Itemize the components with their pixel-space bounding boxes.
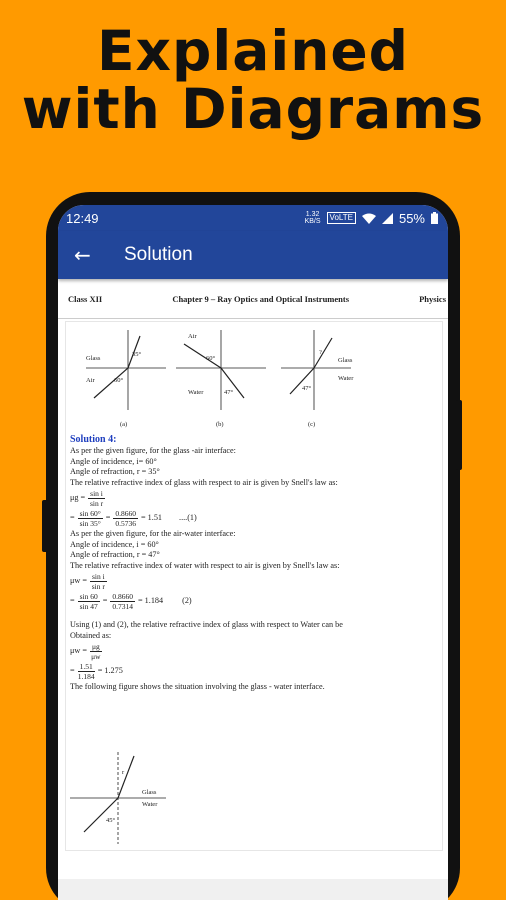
fig-d-angle-top: r <box>122 769 125 776</box>
headline <box>0 19 506 141</box>
fig-b-angle-bottom: 47° <box>224 389 234 396</box>
refraction-figures <box>76 330 436 430</box>
equation-water-value: = $\frac{\sin 60}{\sin 47}$ = $\frac{0.8660}{0.7314}$ = 1.184 (2) <box>70 592 192 611</box>
figure-b <box>176 330 266 428</box>
status-time: 12:49 <box>66 210 99 226</box>
battery-icon <box>431 212 438 224</box>
back-arrow-icon[interactable]: ← <box>74 243 91 267</box>
fig-a-angle-top: 35° <box>132 351 142 358</box>
solution-line: Angle of incidence, i= 60° <box>70 456 157 466</box>
equation-ratio-value: = $\frac{1.51}{1.184}$ = 1.275 <box>70 662 123 681</box>
phone-volume-button <box>42 500 48 552</box>
headline-line2: with Diagrams <box>21 77 485 141</box>
solution-line: Angle of refraction, r = 35° <box>70 467 160 476</box>
headline-line1: Explained <box>96 19 410 83</box>
solution-line: As per the given figure, for the air-water interface: <box>70 529 236 538</box>
network-speed: 1.32 KB/S <box>304 211 321 225</box>
solution-line: Angle of refraction, r = 47° <box>70 550 160 559</box>
fig-d-top-label: Glass <box>142 789 157 796</box>
fig-c-right-top-label: Glass <box>338 357 353 364</box>
fig-a-bottom-label: Air <box>86 377 95 384</box>
equation-glass-value: = $\frac{\sin 60^\circ}{\sin 35^\circ}$ = $\frac{0.8660}{0.5736}$ = 1.51 ....(1) <box>70 509 197 528</box>
figure-a <box>86 330 166 428</box>
fig-b-caption: (b) <box>216 421 224 428</box>
fig-d-bottom-label: Water <box>142 801 158 808</box>
solution-line: Obtained as: <box>70 630 112 640</box>
glass-water-figure <box>70 752 180 844</box>
equation-snell-glass: μg = $\frac{\text{sin i}}{\text{sin r}}$ <box>70 489 104 508</box>
fig-c-angle-bottom: 47° <box>302 385 312 392</box>
battery-percent: 55% <box>398 210 425 226</box>
fig-a-caption: (a) <box>120 421 128 428</box>
figure-c <box>281 330 354 428</box>
solution-line: Angle of incidence, i = 60° <box>70 539 159 549</box>
fig-c-right-bottom-label: Water <box>338 375 354 382</box>
solution-text <box>70 434 440 693</box>
solution-line: Using (1) and (2), the relative refractive index of glass with respect to Water can be <box>70 620 343 629</box>
solution-heading: Solution 4: <box>70 434 117 445</box>
equation-snell-water: μw = $\frac{\text{sin i}}{\text{sin r}}$ <box>70 572 105 591</box>
solution-line: The relative refractive index of glass with respect to air is given by Snell's law as: <box>70 477 338 487</box>
bottom-bar <box>58 879 448 900</box>
phone-power-button <box>456 400 462 470</box>
fig-a-top-label: Glass <box>86 355 101 362</box>
solution-line: As per the given figure, for the glass -air interface: <box>70 446 236 455</box>
solution-line: The relative refractive index of water with respect to air is given by Snell's law as: <box>70 560 340 570</box>
phone-screen <box>58 205 448 900</box>
status-bar <box>58 205 448 231</box>
doc-chapter: Chapter 9 – Ray Optics and Optical Instruments <box>172 293 350 304</box>
volte-badge: VoLTE <box>327 212 356 224</box>
signal-icon <box>382 213 393 224</box>
document-header <box>58 279 448 319</box>
solution-page <box>65 321 443 851</box>
doc-subject: Physics <box>419 293 446 304</box>
equation-ratio: μw = $\frac{\mu g}{\mu w}$ <box>70 642 101 661</box>
fig-c-angle-top: ? <box>319 349 322 356</box>
doc-class: Class XII <box>68 293 103 304</box>
fig-b-angle-top: 60° <box>206 355 216 362</box>
wifi-icon <box>362 213 376 224</box>
fig-d-angle-bottom: 45° <box>106 817 116 824</box>
fig-b-top-label: Air <box>188 333 197 340</box>
app-bar-title: Solution <box>124 244 193 265</box>
solution-line: The following figure shows the situation involving the glass - water interface. <box>70 682 325 691</box>
fig-b-bottom-label: Water <box>188 389 204 396</box>
app-bar <box>58 231 448 279</box>
fig-c-caption: (c) <box>308 421 316 428</box>
fig-a-angle-bottom: 60° <box>114 377 124 384</box>
